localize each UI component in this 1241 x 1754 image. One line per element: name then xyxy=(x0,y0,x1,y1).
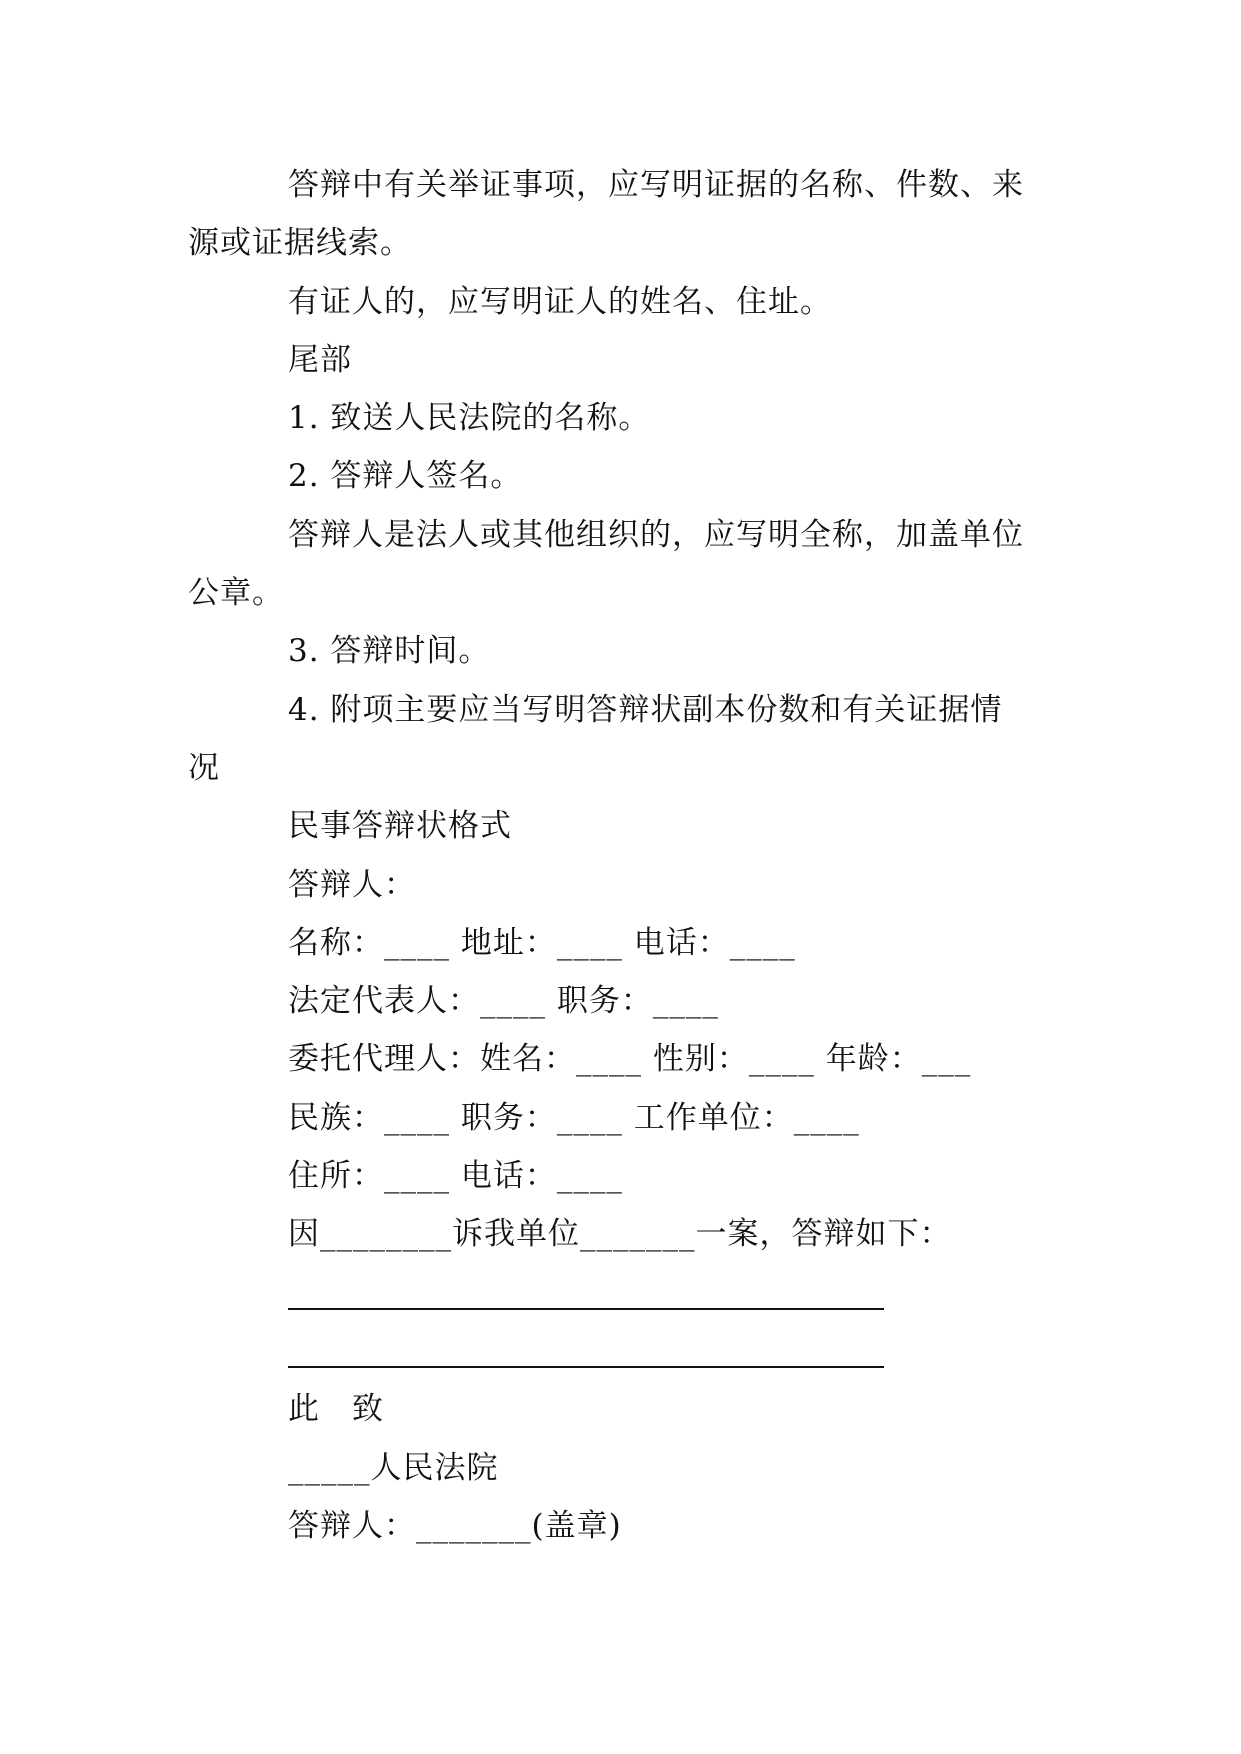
field-row-residence-phone: 住所：____ 电话：____ xyxy=(288,1158,623,1195)
signature-line: 答辩人：_______(盖章) xyxy=(288,1507,622,1544)
blank-answer-line-1 xyxy=(188,1264,1048,1322)
court-addressee: _____人民法院 xyxy=(288,1449,499,1486)
respondent-label: 答辩人： xyxy=(288,866,416,903)
list-item-1: 1. 致送人民法院的名称。 xyxy=(288,400,651,437)
list-item-2: 2. 答辩人签名。 xyxy=(288,458,523,495)
blank-answer-line-2 xyxy=(188,1322,1048,1380)
field-row-agent: 委托代理人：姓名：____ 性别：____ 年龄：___ xyxy=(288,1041,972,1078)
field-row-name-address-phone: 名称：____ 地址：____ 电话：____ xyxy=(288,924,796,961)
field-row-ethnicity-position-employer: 民族：____ 职务：____ 工作单位：____ xyxy=(288,1099,860,1136)
list-item-4-line-2: 况 xyxy=(188,749,220,786)
closing-salutation: 此 致 xyxy=(288,1391,384,1428)
paragraph-witness: 有证人的，应写明证人的姓名、住址。 xyxy=(288,283,832,320)
list-item-4-line-1: 4. 附项主要应当写明答辩状副本份数和有关证据情 xyxy=(288,691,1003,728)
paragraph-evidence-line-2: 源或证据线索。 xyxy=(188,225,412,262)
paragraph-legal-person-line-2: 公章。 xyxy=(188,575,284,612)
paragraph-legal-person-line-1: 答辩人是法人或其他组织的，应写明全称，加盖单位 xyxy=(288,516,1024,553)
template-title: 民事答辩状格式 xyxy=(288,808,512,845)
paragraph-evidence-line-1: 答辩中有关举证事项，应写明证据的名称、件数、来 xyxy=(288,167,1024,203)
underline-rule xyxy=(288,1308,884,1310)
underline-rule xyxy=(288,1366,884,1368)
case-statement: 因________诉我单位_______一案，答辩如下： xyxy=(288,1216,952,1253)
document-body xyxy=(188,156,1048,1555)
section-heading-footer: 尾部 xyxy=(288,341,352,378)
list-item-3: 3. 答辩时间。 xyxy=(288,633,491,670)
field-row-legal-representative: 法定代表人：____ 职务：____ xyxy=(288,983,719,1020)
